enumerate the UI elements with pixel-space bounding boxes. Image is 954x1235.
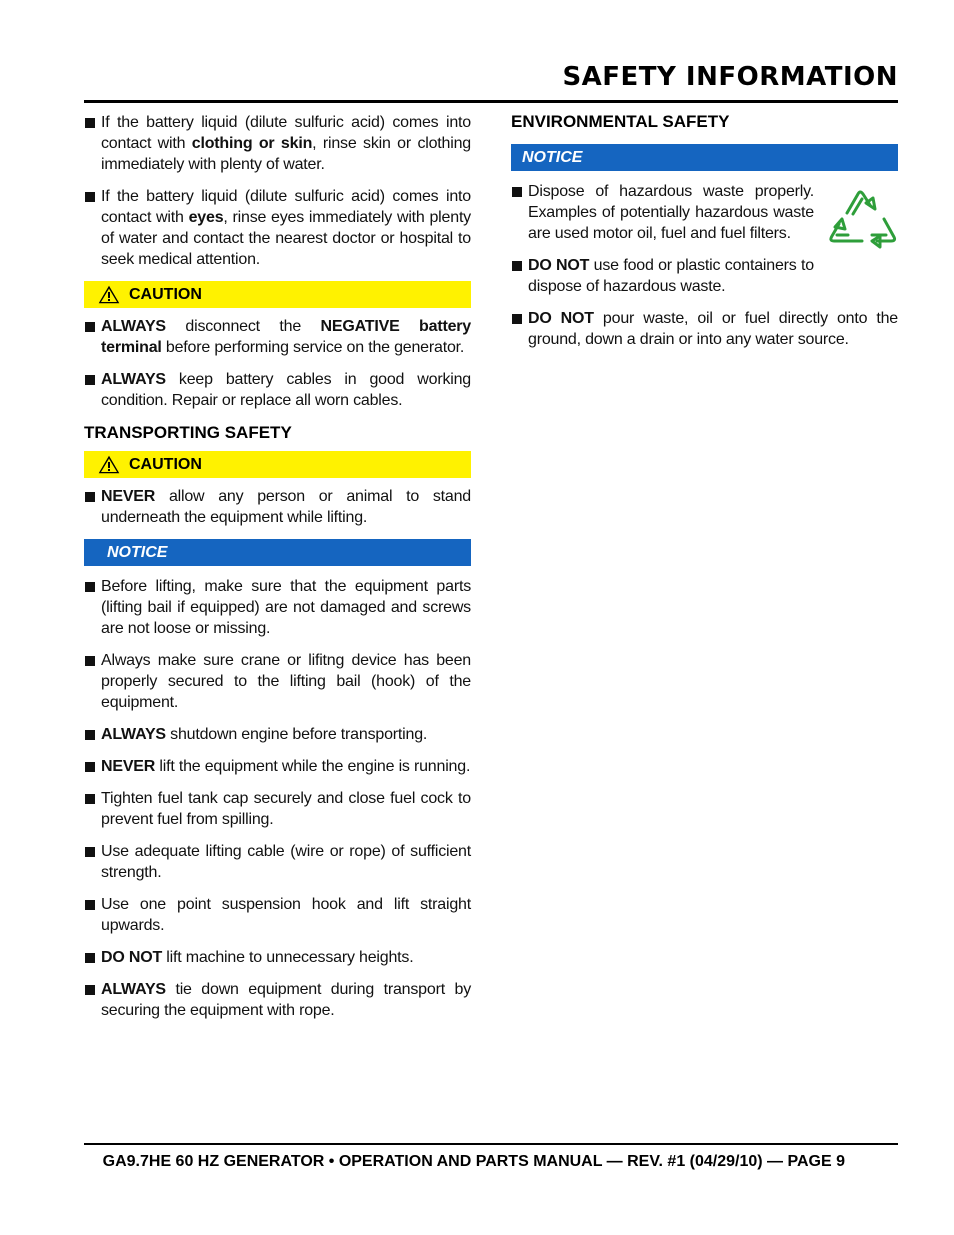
bullet-square-icon [512,187,522,197]
caution-label: CAUTION [129,285,202,303]
recycle-icon [822,183,898,257]
list-item: Use adequate lifting cable (wire or rope) of sufficient strength. [84,841,471,883]
page-title: SAFETY INFORMATION [562,62,898,92]
list-item: NEVER allow any person or animal to stand underneath the equipment while lifting. [84,486,471,528]
list-item: DO NOT lift machine to unnecessary heights. [84,947,471,968]
list-item: If the battery liquid (dilute sulfuric acid) comes into contact with clothing or skin, rinse skin or clothing immediately with plenty of water. [84,112,471,175]
bullet-square-icon [512,314,522,324]
right-column [511,112,898,361]
list-item: DO NOT use food or plastic containers to dispose of hazardous waste. [511,255,814,297]
warning-triangle-icon [98,285,120,304]
bullet-square-icon [85,118,95,128]
bullet-square-icon [85,492,95,502]
title-rule [84,100,898,103]
bullet-square-icon [85,322,95,332]
bullet-square-icon [85,794,95,804]
bullet-square-icon [85,900,95,910]
caution-banner [84,451,471,478]
warning-triangle-icon [98,455,120,474]
bullet-square-icon [85,656,95,666]
list-item: Always make sure crane or lifitng device has been properly secured to the lifting bail (hook) of the equipment. [84,650,471,713]
list-item: ALWAYS shutdown engine before transporting. [84,724,471,745]
list-item: ALWAYS keep battery cables in good working condition. Repair or replace all worn cables. [84,369,471,411]
bullet-square-icon [85,985,95,995]
environmental-list [511,181,898,350]
list-item: Use one point suspension hook and lift straight upwards. [84,894,471,936]
bullet-square-icon [85,582,95,592]
caution-banner [84,281,471,308]
list-item: NEVER lift the equipment while the engine is running. [84,756,471,777]
notice-label: NOTICE [522,148,583,166]
bullet-square-icon [512,261,522,271]
list-item: Dispose of hazardous waste properly. Examples of potentially hazardous waste are used motor oil, fuel and fuel filters. [511,181,814,244]
notice-label: NOTICE [107,543,168,561]
notice-banner [511,144,898,171]
list-item: ALWAYS tie down equipment during transport by securing the equipment with rope. [84,979,471,1021]
left-column [84,112,471,1032]
bullet-square-icon [85,847,95,857]
bullet-square-icon [85,730,95,740]
list-item: DO NOT pour waste, oil or fuel directly onto the ground, down a drain or into any water source. [511,308,898,350]
bullet-square-icon [85,762,95,772]
footer-text: GA9.7HE 60 HZ GENERATOR • OPERATION AND PARTS MANUAL — REV. #1 (04/29/10) — PAGE 9 [102,1153,845,1170]
section-heading-environmental: ENVIRONMENTAL SAFETY [511,112,730,131]
notice-banner [84,539,471,566]
list-item: If the battery liquid (dilute sulfuric acid) comes into contact with eyes, rinse eyes immediately with plenty of water and contact the nearest doctor or hospital to seek medical attention. [84,186,471,270]
bullet-square-icon [85,192,95,202]
caution-label: CAUTION [129,455,202,473]
list-item: Tighten fuel tank cap securely and close fuel cock to prevent fuel from spilling. [84,788,471,830]
bullet-square-icon [85,375,95,385]
list-item: ALWAYS disconnect the NEGATIVE battery terminal before performing service on the generator. [84,316,471,358]
list-item: Before lifting, make sure that the equipment parts (lifting bail if equipped) are not damaged and screws are not loose or missing. [84,576,471,639]
section-heading-transporting: TRANSPORTING SAFETY [84,423,292,442]
footer-rule [84,1143,898,1145]
bullet-square-icon [85,953,95,963]
